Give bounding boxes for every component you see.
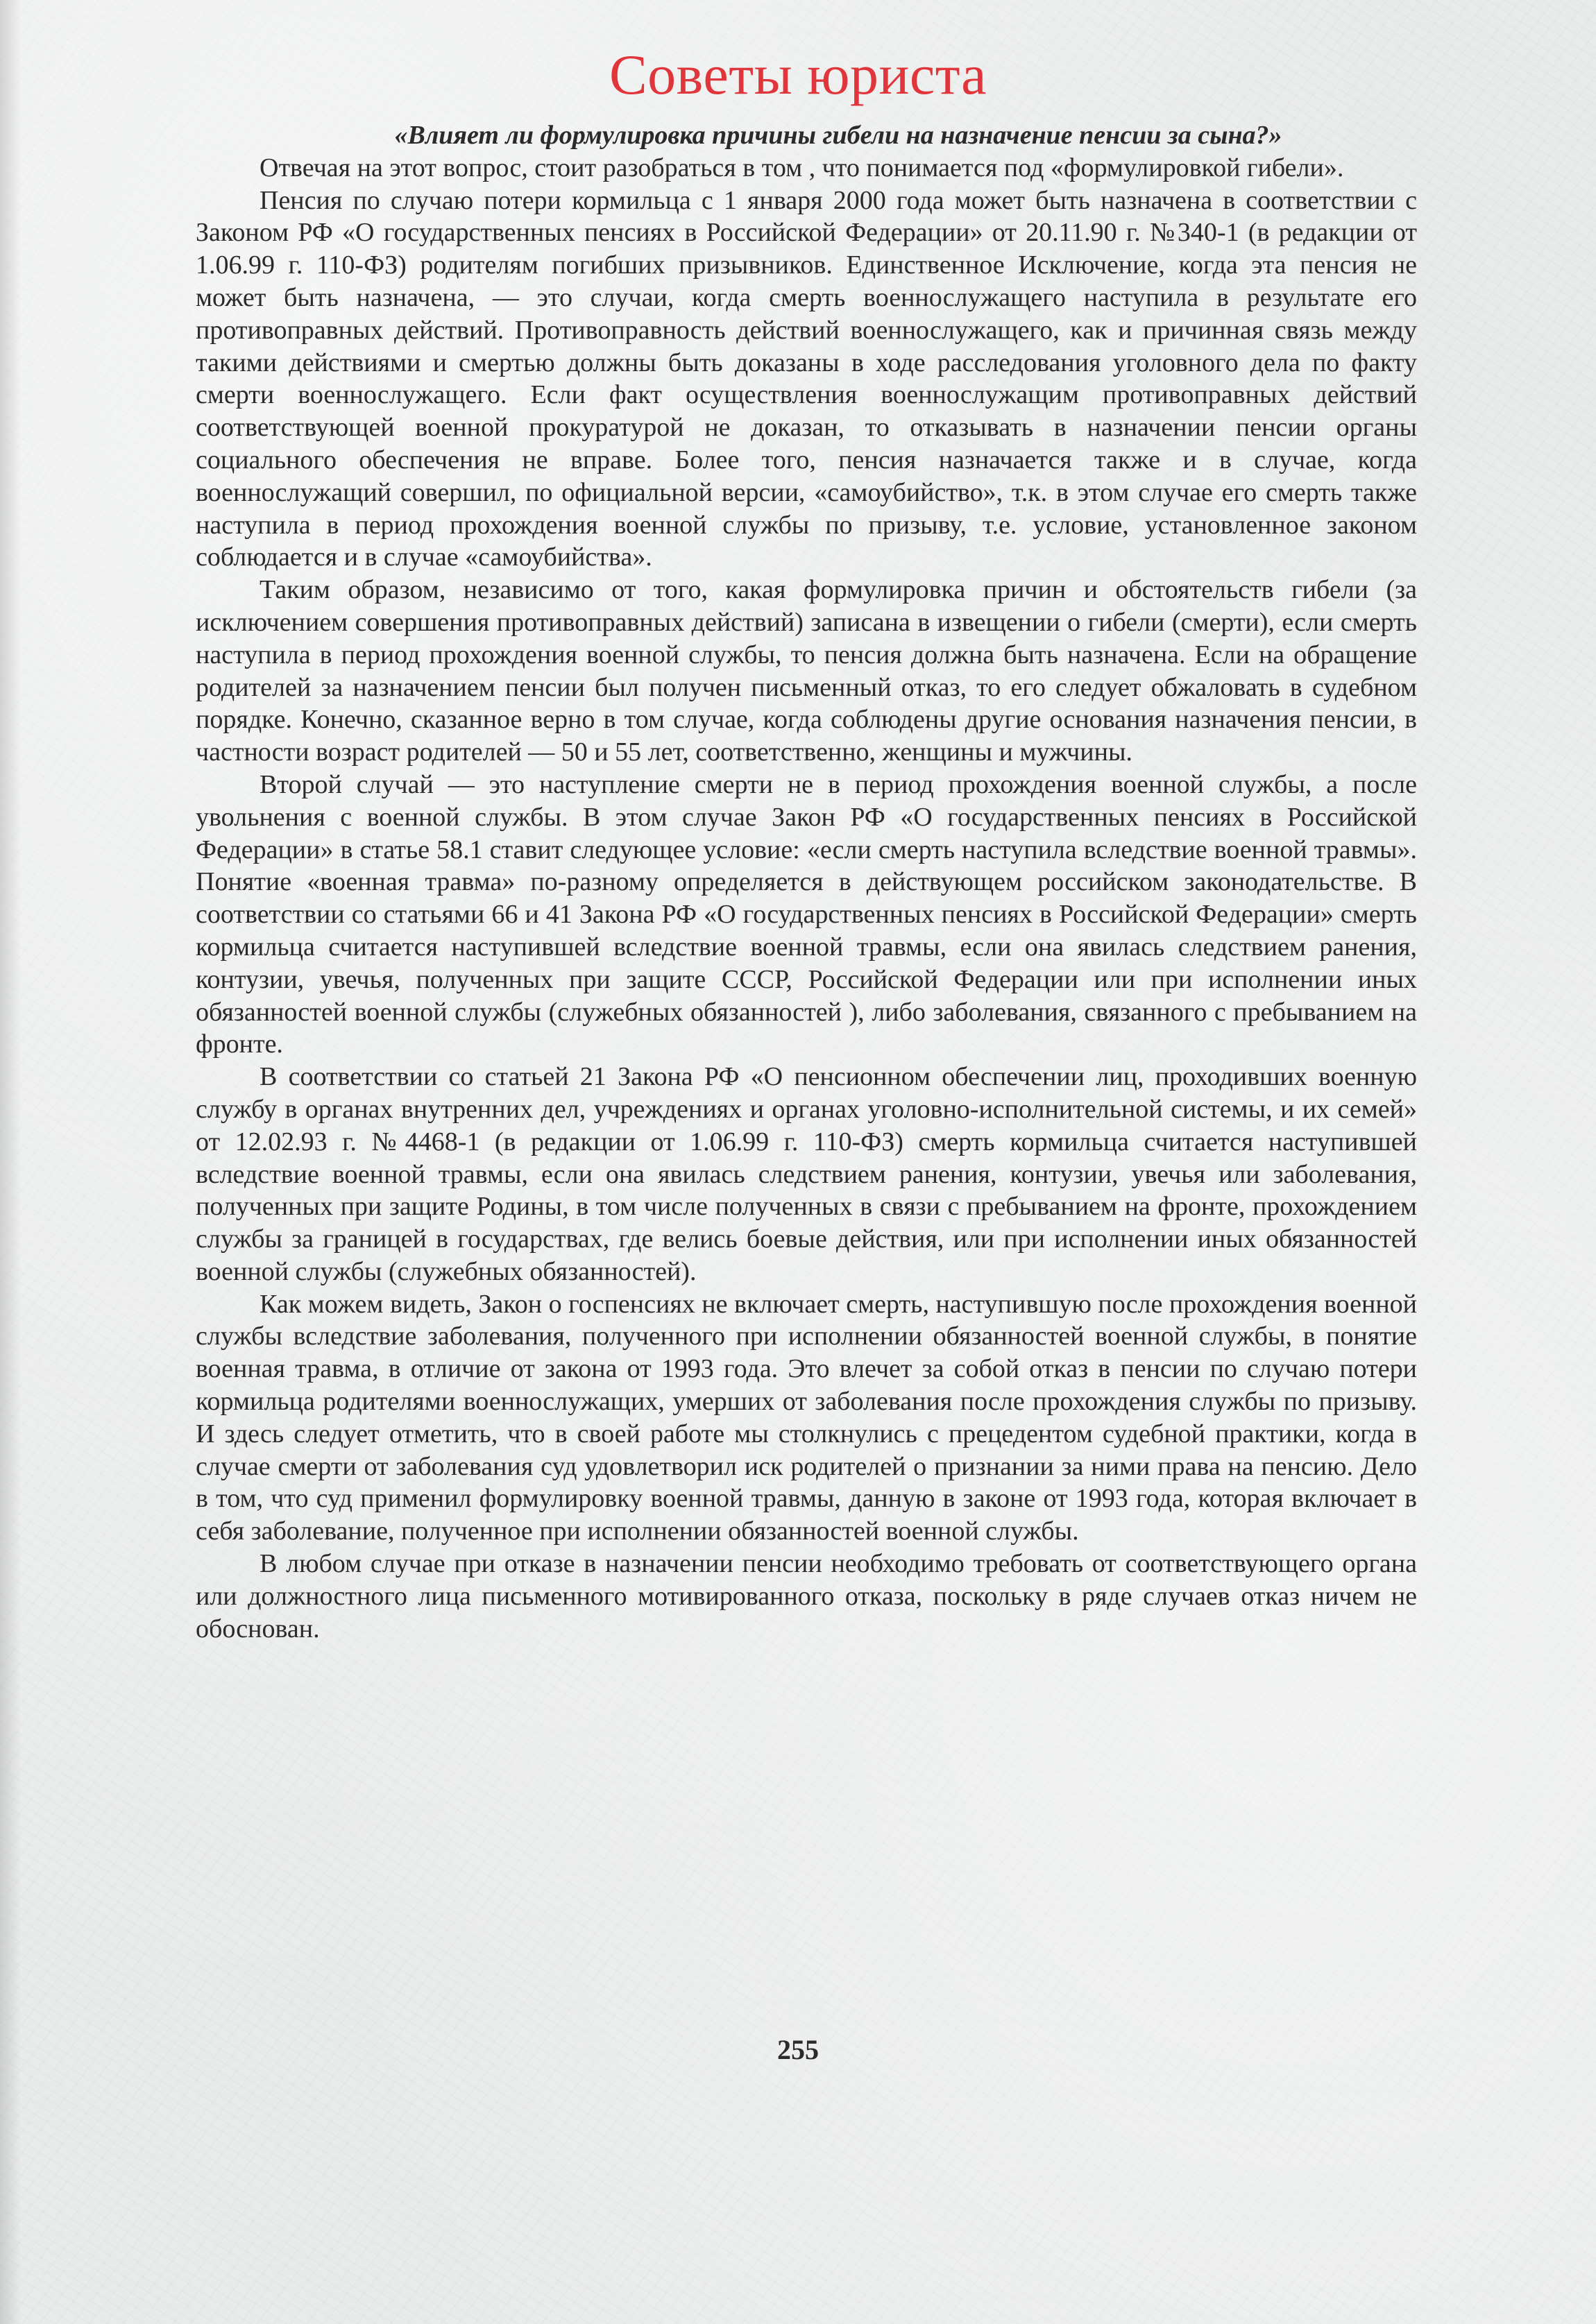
paragraph-6: Как можем видеть, Закон о госпенсиях не включает смерть, наступившую после прохождения военной службы вследствие заболевания, полученного при исполнении обязанностей военной службы, в понятие военная травма, в отличие от закона от 1993 года. Это влечет за собой отказ в пенсии по случаю потери кормильца родителями военнослужащих, умерших от заболевания после прохождения службы по призыву. И здесь следует отметить, что в своей работе мы столкнулись с прецедентом судебной практики, когда в случае смерти от заболевания суд удовлетворил иск родителей о признании за ними права на пенсию. Дело в том, что суд применил формулировку военной травмы, данную в законе от 1993 года, которая включает в себя заболевание, полученное при исполнении обязанностей военной службы. [196,1289,1418,1546]
paragraph-1: Отвечая на этот вопрос, стоит разобраться в том , что понимается под «формулировкой гибели». [260,153,1344,182]
page-number: 255 [777,2034,819,2065]
article-question: «Влияет ли формулировка причины гибели на назначение пенсии за сына?» [394,121,1282,150]
paragraph-3: Таким образом, независимо от того, какая формулировка причин и обстоятельств гибели (за исключением совершения противоправных действий) записана в извещении о гибели (смерти), если смерть наступила в период прохождения военной службы, то пенсия должна быть назначена. Если на обращение родителей за назначением пенсии был получен письменный отказ, то его следует обжаловать в судебном порядке. Конечно, сказанное верно в том случае, когда соблюдены другие основания назначения пенсии, в частности возраст родителей — 50 и 55 лет, соответственно, женщины и мужчины. [196,575,1417,767]
page-title: Советы юриста [609,43,987,106]
paragraph-4: Второй случай — это наступление смерти не в период прохождения военной службы, а после увольнения с военной службы. В этом случае Закон РФ «О государственных пенсиях в Российской Федерации» в статье 58.1 ставит следующее условие: «если смерть наступила вследствие военной травмы». Понятие «военная травма» по-разному определяется в действующем российском законодательстве. В соответствии со статьями 66 и 41 Закона РФ «О государственных пенсиях в Российской Федерации» смерть кормильца считается наступившей вследствие военной травмы, если она явилась следствием ранения, контузии, увечья, полученных при защите СССР, Российской Федерации или при исполнении иных обязанностей военной службы (служебных обязанностей ), либо заболевания, связанного с пребыванием на фронте. [196,769,1417,1059]
paragraph-5: В соответствии со статьей 21 Закона РФ «О пенсионном обеспечении лиц, проходивших военную службу в органах внутренних дел, учреждениях и органах уголовно-исполнительной системы, и их семей» от 12.02.93 г. №4468-1 (в редакции от 1.06.99 г. 110-ФЗ) смерть кормильца считается наступившей вследствие военной травмы, если она явилась следствием ранения, контузии, увечья или заболевания, полученных при защите Родины, в том числе полученных в связи с пребыванием на фронте, прохождением службы за границей в государствах, где велись боевые действия, или при исполнении иных обязанностей военной службы (служебных обязанностей). [196,1062,1417,1286]
paragraph-7: В любом случае при отказе в назначении пенсии необходимо требовать от соответствующего органа или должностного лица письменного мотивированного отказа, поскольку в ряде случаев отказ ничем не обоснован. [196,1549,1417,1643]
paragraph-2: Пенсия по случаю потери кормильца с 1 января 2000 года может быть назначена в соответствии с Законом РФ «О государственных пенсиях в Российской Федерации» от 20.11.90 г. №340-1 (в редакции от 1.06.99 г. 110-ФЗ) родителям погибших призывников. Единственное Исключение, когда эта пенсия не может быть назначена, — это случаи, когда смерть военнослужащего наступила в результате его противоправных действий. Противоправность действий военнослужащего, как и причинная связь между такими действиями и смертью должны быть доказаны в ходе расследования уголовного дела по факту смерти военнослужащего. Если факт осуществления военнослужащим противоправных действий соответствующей военной прокуратурой не доказан, то отказывать в назначении пенсии органы социального обеспечения не вправе. Более того, пенсия назначается также и в случае, когда военнослужащий совершил, по официальной версии, «самоубийство», т.к. в этом случае его смерть также наступила в период прохождения военной службы по призыву, т.е. условие, установленное законом соблюдается и в случае «самоубийства». [196,185,1417,572]
article-body [196,119,1417,1645]
